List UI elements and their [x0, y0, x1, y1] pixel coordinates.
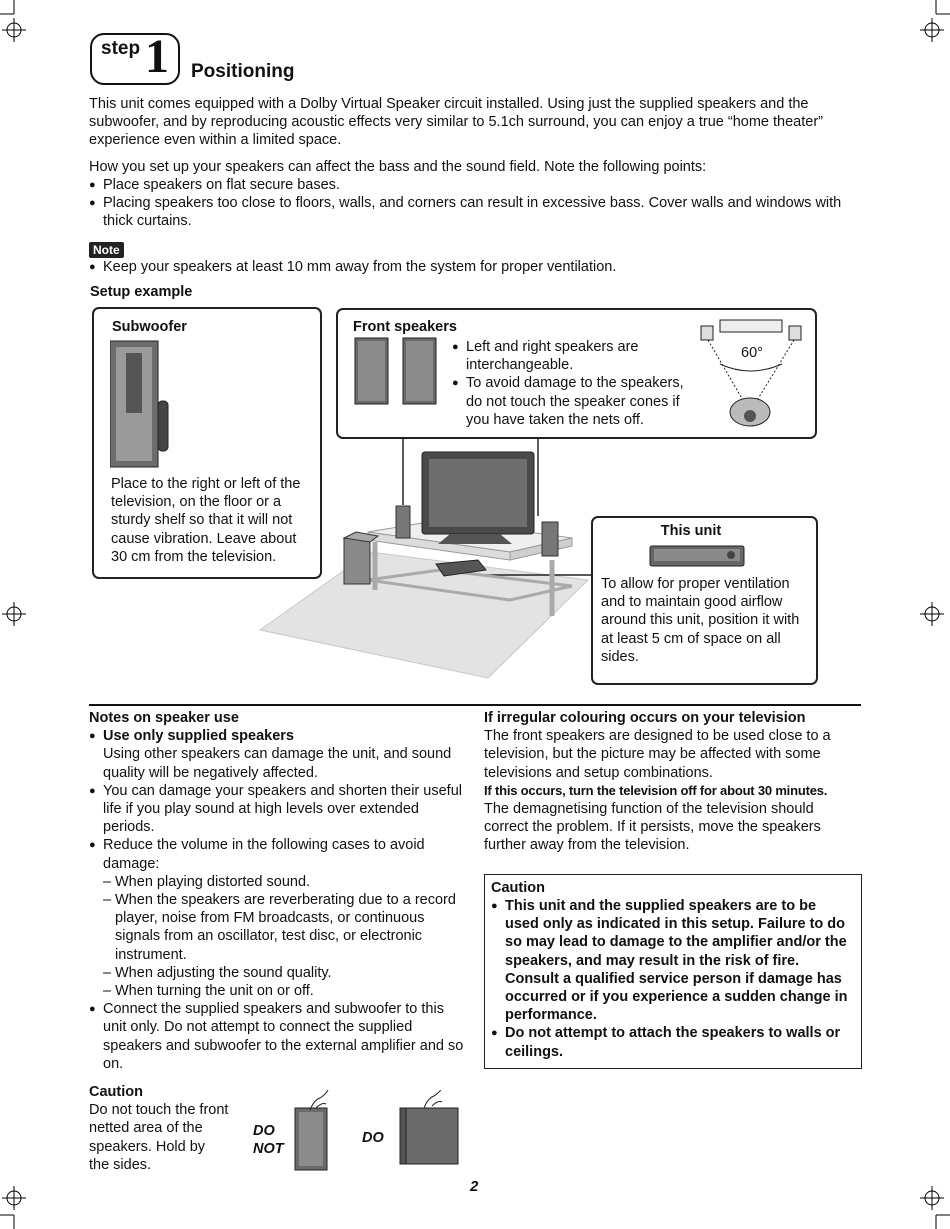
list-item: – When adjusting the sound quality.	[103, 964, 467, 982]
front-speakers-picture	[354, 336, 444, 408]
registration-mark-mid-left	[2, 602, 26, 626]
note-list	[89, 258, 864, 276]
subwoofer-title: Subwoofer	[112, 319, 187, 335]
hold-speaker-wrong-picture	[292, 1090, 332, 1174]
list-item: ● To avoid damage to the speakers, do not touch the speaker cones if you have taken the nets off.	[452, 374, 692, 429]
step-word: step	[101, 38, 141, 59]
this-unit-picture	[649, 544, 749, 570]
list-item: – When playing distorted sound.	[103, 873, 467, 891]
step-badge	[90, 30, 180, 85]
hold-speaker-right-picture	[396, 1090, 462, 1174]
list-item: ● You can damage your speakers and shorten their useful life if you play sound at high levels over extended periods.	[89, 782, 467, 837]
caution-touch	[89, 1083, 229, 1174]
page-number: 2	[470, 1178, 479, 1195]
caution-touch-heading: Caution	[89, 1084, 143, 1100]
intro-paragraph: This unit comes equipped with a Dolby Virtual Speaker circuit installed. Using just the supplied speakers and the subwoofer, and by reproducing acoustic effects very similar to 5.1ch surround, you can enjoy a true “home theater” experience even within a limited space.	[89, 96, 823, 149]
reduce-volume-cases	[103, 873, 467, 1000]
notes-b1-title: Use only supplied speakers	[103, 728, 294, 745]
notes-list	[89, 727, 467, 1073]
irregular-bold-line: If this occurs, turn the television off for about 30 minutes.	[484, 782, 828, 798]
irregular-para1: The front speakers are designed to be used close to a television, but the picture may be affected with some televisions and setup combinations.	[484, 728, 831, 781]
list-item: ● Do not attempt to attach the speakers to walls or ceilings.	[491, 1024, 853, 1060]
notes-on-speaker-use	[89, 709, 467, 1073]
setup-heading: Setup example	[90, 284, 193, 300]
front-speakers-box	[336, 308, 817, 439]
caution-box-heading: Caution	[491, 880, 545, 896]
registration-mark-top-right	[920, 18, 944, 42]
registration-mark-bottom-right	[920, 1186, 944, 1210]
list-item: ● Left and right speakers are interchangeable.	[452, 338, 692, 374]
list-item: ● Keep your speakers at least 10 mm away from the system for proper ventilation.	[89, 258, 864, 276]
do-label: DO	[362, 1130, 384, 1146]
front-speakers-notes	[452, 338, 692, 429]
irregular-colouring	[484, 709, 861, 855]
subwoofer-on-floor	[344, 538, 370, 584]
caution-box	[484, 874, 862, 1069]
list-item	[89, 727, 467, 782]
this-unit-text: To allow for proper ventilation and to maintain good airflow around this unit, position it with at least 5 cm of space on all sides.	[601, 576, 800, 665]
listening-angle-diagram	[698, 316, 804, 430]
this-unit-box	[591, 516, 818, 685]
this-unit-title: This unit	[660, 523, 722, 539]
notes-b3-text: Reduce the volume in the following cases to avoid damage:	[103, 837, 425, 872]
do-not-label	[253, 1122, 284, 1158]
registration-mark-bottom-left	[2, 1186, 26, 1210]
list-item: – When the speakers are reverberating due to a record player, noise from FM broadcasts, or continuous signals from an oscillator, test disc, or electronic instrument.	[103, 891, 467, 964]
note-badge: Note	[89, 242, 124, 258]
caution-touch-text: Do not touch the front netted area of the speakers. Hold by the sides.	[89, 1102, 229, 1173]
list-item: – When turning the unit on or off.	[103, 982, 467, 1000]
notes-heading: Notes on speaker use	[89, 710, 239, 726]
step-number: 1	[145, 30, 169, 83]
notes-b1-text: Using other speakers can damage the unit, and sound quality will be negatively affected.	[103, 746, 452, 781]
registration-mark-mid-right	[920, 602, 944, 626]
irregular-para2: The demagnetising function of the television should correct the problem. If it persists, move the speakers further away from the television.	[484, 801, 821, 854]
caution-box-list	[491, 897, 853, 1061]
list-item: ● Place speakers on flat secure bases.	[89, 176, 864, 194]
listening-angle-label: 60°	[741, 345, 763, 361]
list-item: ● Placing speakers too close to floors, walls, and corners can result in excessive bass. Cover walls and windows with thick curtains.	[89, 194, 864, 230]
subwoofer-picture	[110, 339, 170, 469]
do-not-word-2: NOT	[253, 1141, 284, 1158]
do-not-word-1: DO	[253, 1123, 275, 1139]
subwoofer-text: Place to the right or left of the television, on the floor or a sturdy shelf so that it will not cause vibration. Leave about 30 cm from the television.	[111, 476, 301, 565]
subwoofer-box	[92, 307, 322, 579]
irregular-heading: If irregular colouring occurs on your television	[484, 710, 806, 726]
front-speaker-left	[396, 506, 410, 538]
front-speaker-right	[542, 522, 558, 556]
list-item: ● Connect the supplied speakers and subwoofer to this unit only. Do not attempt to connect the supplied speakers and subwoofer to the external amplifier and so on.	[89, 1000, 467, 1073]
registration-mark-top-left	[2, 18, 26, 42]
setup-points-list	[89, 176, 864, 231]
section-divider	[89, 704, 861, 706]
front-speakers-title: Front speakers	[353, 319, 457, 335]
page-title: Positioning	[191, 61, 295, 82]
setup-points-intro: How you set up your speakers can affect the bass and the sound field. Note the following points:	[89, 159, 707, 175]
list-item	[89, 836, 467, 1000]
list-item: ● This unit and the supplied speakers are to be used only as indicated in this setup. Failure to do so may lead to damage to the amplifier and/or the speakers, and may result in the risk of fire. Consult a qualified service person if damage has occurred or if you experience a sudden change in performance.	[491, 897, 853, 1024]
